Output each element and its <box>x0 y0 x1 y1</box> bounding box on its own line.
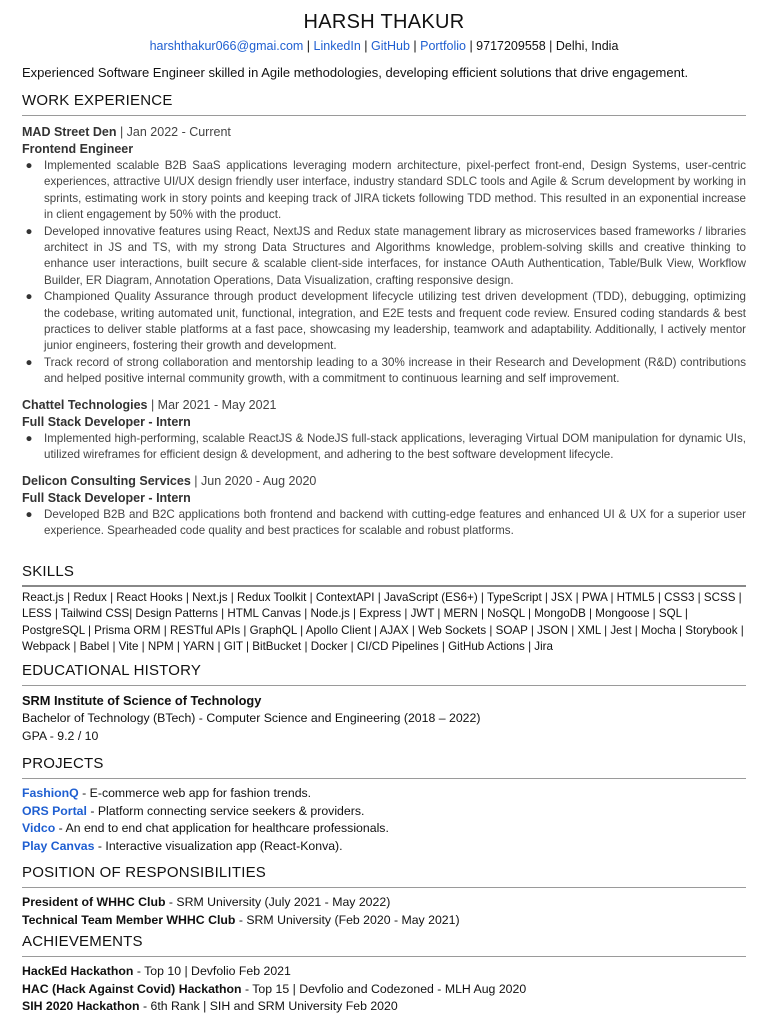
achievement-item <box>22 998 746 1016</box>
project-list <box>22 785 746 855</box>
job-entry <box>22 124 746 388</box>
bullet-icon: ● <box>25 507 33 521</box>
job-bullets <box>22 431 746 464</box>
job-dates: | Jan 2022 - Current <box>116 125 231 139</box>
bullet-text: Developed B2B and B2C applications both frontend and backend with cutting-edge features and enhanced UI & UX for a superior user experience. Spearheaded code quality and best practices for scalable and robust platforms. <box>44 507 746 537</box>
section-title: POSITION OF RESPONSIBILITIES <box>22 864 266 881</box>
achievement-name: SIH 2020 Hackathon <box>22 999 140 1014</box>
bullet-icon: ● <box>25 290 33 304</box>
contact-separator: | <box>360 39 371 53</box>
section-divider <box>22 778 746 779</box>
education-section <box>22 662 746 745</box>
job-dates: | Jun 2020 - Aug 2020 <box>190 473 317 488</box>
achievement-description: - Top 15 | Devfolio and Codezoned - MLH Aug 2020 <box>241 981 527 996</box>
section-title: EDUCATIONAL HISTORY <box>22 662 202 679</box>
portfolio-link[interactable]: Portfolio <box>420 39 466 53</box>
bullet-item <box>22 289 746 355</box>
section-divider <box>22 887 746 888</box>
section-title: WORK EXPERIENCE <box>22 92 173 109</box>
job-bullets <box>22 158 746 388</box>
job-entry <box>22 473 746 540</box>
responsibility-list <box>22 894 746 929</box>
work-experience-section <box>22 92 746 539</box>
bullet-text: Implemented scalable B2B SaaS applications leveraging modern architecture, pixel-perfect front-end, Design Systems, user-centric experiences, attractive UI/UX design friendly user interface, industry standard SDLC tools and Agile & Scrum development by working in sprints, estimating work in story points and keeping track of JIRA tickets following TDD method. This resulted in an exponential increase in client engagement by 50% with the product. <box>44 159 746 222</box>
job-bullets <box>22 507 746 540</box>
achievement-name: HackEd Hackathon <box>22 964 134 978</box>
skills-section <box>22 563 746 656</box>
candidate-name: HARSH THAKUR <box>303 11 465 33</box>
section-title: PROJECTS <box>22 755 104 772</box>
degree-text: Bachelor of Technology (BTech) - Computer Science and Engineering (2018 – 2022) <box>22 711 481 725</box>
gpa-text: GPA - 9.2 / 10 <box>22 728 99 743</box>
section-title: SKILLS <box>22 563 75 580</box>
email-link[interactable]: harshthakur066@gmai.com <box>149 39 304 53</box>
bullet-item <box>22 224 746 290</box>
project-item <box>22 838 746 856</box>
project-link[interactable]: ORS Portal <box>22 803 87 818</box>
phone-and-location: | 9717209558 | Delhi, India <box>465 39 619 53</box>
achievements-section <box>22 933 746 1016</box>
summary-text: Experienced Software Engineer skilled in Agile methodologies, developing efficient solutions that drive engagement. <box>22 65 689 80</box>
bullet-icon: ● <box>25 224 33 238</box>
job-dates: | Mar 2021 - May 2021 <box>147 397 277 412</box>
achievement-item <box>22 981 746 999</box>
bullet-icon: ● <box>25 431 33 445</box>
job-role: Full Stack Developer - Intern <box>22 414 191 429</box>
job-role: Full Stack Developer - Intern <box>22 490 191 505</box>
bullet-item <box>22 507 746 540</box>
contact-separator: | <box>303 39 314 53</box>
responsibilities-section <box>22 864 746 929</box>
linkedin-link[interactable]: LinkedIn <box>313 39 361 53</box>
project-description: - E-commerce web app for fashion trends. <box>78 786 312 800</box>
project-item <box>22 803 746 821</box>
bullet-item <box>22 158 746 224</box>
section-divider <box>22 956 746 957</box>
job-header <box>22 124 746 141</box>
responsibility-description: - SRM University (July 2021 - May 2022) <box>165 895 391 909</box>
contact-line <box>0 39 768 53</box>
project-link[interactable]: Play Canvas <box>22 838 95 853</box>
achievement-description: - Top 10 | Devfolio Feb 2021 <box>133 964 291 978</box>
bullet-text: Implemented high-performing, scalable ReactJS & NodeJS full-stack applications, leveraging Virtual DOM manipulation for dynamic UIs, utilized wireframes for efficient design & development, and adhering to the best software development lifecycle. <box>44 431 746 462</box>
section-divider <box>22 585 746 587</box>
job-entry <box>22 397 746 464</box>
bullet-icon: ● <box>25 159 33 172</box>
skills-list: React.js | Redux | React Hooks | Next.js | Redux Toolkit | ContextAPI | JavaScript (ES6+) | TypeScript | JSX | PWA | HTML5 | CSS3 | SCSS | LESS | Tailwind CSS| Design Patterns | HTML Canvas | Node.js | Express | JWT | MERN | NoSQL | MongoDB | Mongoose | SQL | PostgreSQL | Prisma ORM | RESTful APIs | GraphQL | Apollo Client | AJAX | Web Sockets | SOAP | JSON | XML | Jest | Mocha | Storybook | Webpack | Babel | Vite | NPM | YARN | GIT | BitBucket | Docker | CI/CD Pipelines | GitHub Actions | Jira <box>22 591 744 654</box>
achievement-name: HAC (Hack Against Covid) Hackathon <box>22 981 242 996</box>
contact-separator: | <box>409 39 421 53</box>
job-role: Frontend Engineer <box>22 142 134 156</box>
bullet-item <box>22 355 746 388</box>
job-header <box>22 397 746 414</box>
responsibility-item <box>22 912 746 930</box>
achievement-description: - 6th Rank | SIH and SRM University Feb 2020 <box>139 999 398 1014</box>
responsibility-description: - SRM University (Feb 2020 - May 2021) <box>235 912 460 927</box>
projects-section <box>22 755 746 855</box>
company-name: Chattel Technologies <box>22 397 148 412</box>
bullet-text: Developed innovative features using React, NextJS and Redux state management library as microservices based frameworks / libraries architect in JS and TS, with my strong Data Structures and Algorithms knowledge, problem-solving skills and creative thinking to enhance user interactions, built secure & scalable client-side interfaces, for instance OAuth Authentication, Table/Bulk View, Workflow Builder, ER Diagram, Annotation Operations, Data Visualization, crafting responsive design. <box>44 224 746 287</box>
job-header <box>22 473 746 490</box>
bullet-text: Championed Quality Assurance through product development lifecycle utilizing test driven development (TDD), debugging, optimizing the codebase, writing automated unit, functional, integration, and E2E tests and frequent code review. Ensured coding standards & best practices to deliver stable platforms at a fast pace, showcasing my leadership, teamwork and adaptability. Additionally, I actively mentor junior engineers, fostering their growth and development. <box>44 290 746 353</box>
bullet-item <box>22 431 746 464</box>
project-description: - Platform connecting service seekers & providers. <box>86 803 365 818</box>
project-description: - Interactive visualization app (React-Konva). <box>94 838 343 853</box>
project-item <box>22 820 746 838</box>
project-item <box>22 785 746 803</box>
project-link[interactable]: FashionQ <box>22 786 79 800</box>
school-name: SRM Institute of Science of Technology <box>22 693 262 708</box>
bullet-text: Track record of strong collaboration and mentorship leading to a 30% increase in their Research and Development (R&D) contributions and helped positive internal community growth, with a commitment to continuous learning and self improvement. <box>44 355 746 386</box>
responsibility-item <box>22 894 746 912</box>
responsibility-role: President of WHHC Club <box>22 895 166 909</box>
achievement-item <box>22 963 746 981</box>
project-description: - An end to end chat application for healthcare professionals. <box>55 821 389 836</box>
section-divider <box>22 685 746 686</box>
github-link[interactable]: GitHub <box>371 39 410 53</box>
company-name: MAD Street Den <box>22 125 117 139</box>
project-link[interactable]: Vidco <box>22 821 56 836</box>
achievement-list <box>22 963 746 1016</box>
company-name: Delicon Consulting Services <box>22 473 191 488</box>
section-divider <box>22 115 746 116</box>
responsibility-role: Technical Team Member WHHC Club <box>22 912 236 927</box>
bullet-icon: ● <box>25 355 33 369</box>
section-title: ACHIEVEMENTS <box>22 933 143 950</box>
